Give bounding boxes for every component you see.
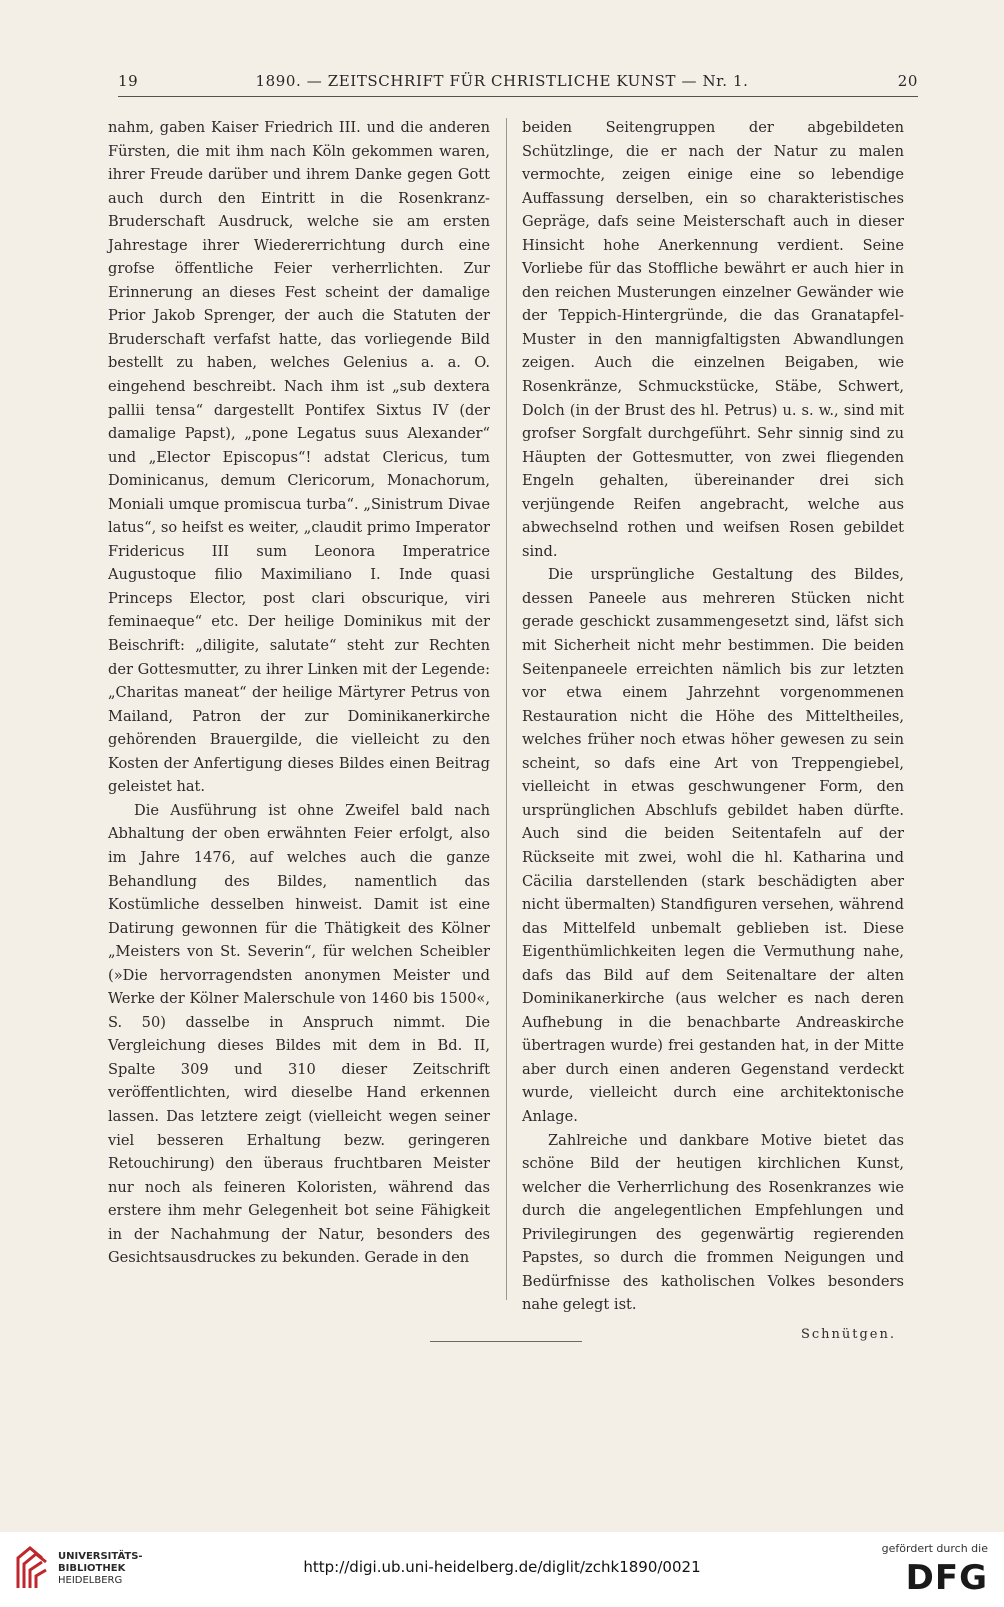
right-paragraph-2: Die ursprüngliche Gestaltung des Bildes, dessen Paneele aus mehreren Stücken nicht gerade geschickt zusammengesetzt sind, läfst sich mit Sicherheit nicht mehr bestimmen. Die beiden Seitenpaneele erreichten nämlich bis zur letzten vor etwa einem Jahrzehnt vorgenommenen Restauration nicht die Höhe des Mitteltheiles, welches früher noch etwas höher gewesen zu sein scheint, so dafs eine Art von Treppengiebel, vielleicht in etwas geschwungener Form, den ursprünglichen Abschlufs gebildet haben dürfte. Auch sind die beiden Seitentafeln auf der Rückseite mit zwei, wohl die hl. Katharina und Cäcilia darstellenden (stark beschädigten aber nicht übermalten) Standfiguren versehen, während das Mittelfeld unbemalt geblieben ist. Diese Eigenthümlichkeiten legen die Vermuthung nahe, dafs das Bild auf dem Seitenaltare der alten Dominikanerkirche (aus welcher es nach deren Aufhebung in die benachbarte Andreaskirche übertragen wurde) frei gestanden hat, in der Mitte aber durch einen anderen Gegenstand verdeckt wurde, vielleicht durch eine architektonische Anlage.	[522, 566, 904, 1125]
right-paragraph-3: Zahlreiche und dankbare Motive bietet das schöne Bild der heutigen kirchlichen Kunst, welcher die Verherrlichung des Rosenkranzes wie durch die angelegentlichen Empfehlungen und Privilegirungen des gegenwärtig regierenden Papstes, so durch die frommen Neigungen und Bedürfnisse des katholischen Volkes besonders nahe gelegt ist.	[522, 1131, 904, 1314]
digitization-footer	[0, 1532, 1004, 1607]
end-rule	[430, 1341, 582, 1342]
author-signature: Schnütgen.	[800, 1326, 896, 1342]
funding-note: gefördert durch die	[881, 1542, 988, 1555]
running-header-title: 1890. — ZEITSCHRIFT FÜR CHRISTLICHE KUNST — Nr. 1.	[255, 72, 749, 90]
right-text-column	[522, 116, 904, 1346]
library-name-line-2: BIBLIOTHEK	[58, 1563, 126, 1574]
header-rule	[118, 96, 918, 97]
permalink-url[interactable]: http://digi.ub.uni-heidelberg.de/diglit/zchk1890/0021	[303, 1558, 701, 1576]
left-paragraph-1: nahm, gaben Kaiser Friedrich III. und die anderen Fürsten, die mit ihm nach Köln gekommen waren, ihrer Freude darüber und ihrem Danke gegen Gott auch durch den Eintritt in die Rosenkranz-Bruderschaft Ausdruck, welche sie am ersten Jahrestage ihrer Wiedererrichtung durch eine grofse öffentliche Feier verherrlichten. Zur Erinnerung an dieses Fest scheint der damalige Prior Jakob Sprenger, der auch die Statuten der Bruderschaft verfafst hatte, das vorliegende Bild bestellt zu haben, welches Gelenius a. a. O. eingehend beschreibt. Nach ihm ist „sub dextera pallii tensa“ dargestellt Pontifex Sixtus IV (der damalige Papst), „pone Legatus suus Alexander“ und „Elector Episcopus“! adstat Clericus, tum Dominicanus, demum Clericorum, Monachorum, Moniali umque promiscua turba“. „Sinistrum Divae latus“, so heifst es weiter, „claudit primo Imperator Fridericus III sum Leonora Imperatrice Augustoque filio Maximiliano I. Inde quasi Princeps Elector, post clari obscurique, viri feminaeque“ etc. Der heilige Dominikus mit der Beischrift: „diligite, salutate“ steht zur Rechten der Gottesmutter, zu ihrer Linken mit der Legende: „Charitas maneat“ der heilige Märtyrer Petrus von Mailand, Patron der zur Dominikanerkirche gehörenden Brauergilde, die vielleicht zu den Kosten der Anfertigung dieses Bildes einen Beitrag geleistet hat.	[108, 119, 490, 796]
right-paragraph-1: beiden Seitengruppen der abgebildeten Schützlinge, die er nach der Natur zu malen vermochte, zeigen einige eine so lebendige Auffassung derselben, ein so charakteristisches Gepräge, dafs seine Meisterschaft auch in dieser Hinsicht hohe Anerkennung verdient. Seine Vorliebe für das Stoffliche bewährt er auch hier in den reichen Musterungen einzelner Gewänder wie der Teppich-Hintergründe, die das Granatapfel-Muster in den mannigfaltigsten Abwandlungen zeigen. Auch die einzelnen Beigaben, wie Rosenkränze, Schmuckstücke, Stäbe, Schwert, Dolch (in der Brust des hl. Petrus) u. s. w., sind mit grofser Sorgfalt durchgeführt. Sehr sinnig sind zu Häupten der Gottesmutter, von zwei fliegenden Engeln gehalten, übereinander drei sich verjüngende Reifen angebracht, welche aus abwechselnd rothen und weifsen Rosen gebildet sind.	[522, 119, 904, 560]
page-number-right: 20	[897, 72, 918, 90]
dfg-logo: DFG	[905, 1558, 988, 1598]
page-number-left: 19	[118, 72, 139, 90]
left-paragraph-2: Die Ausführung ist ohne Zweifel bald nach Abhaltung der oben erwähnten Feier erfolgt, also im Jahre 1476, auf welches auch die ganze Behandlung des Bildes, namentlich das Kostümliche desselben hinweist. Damit ist eine Datirung gewonnen für die Thätigkeit des Kölner „Meisters von St. Severin“, für welchen Scheibler (»Die hervorragendsten anonymen Meister und Werke der Kölner Malerschule von 1460 bis 1500«, S. 50) dasselbe in Anspruch nimmt. Die Vergleichung dieses Bildes mit dem in Bd. II, Spalte 309 und 310 dieser Zeitschrift veröffentlichten, wird dieselbe Hand erkennen lassen. Das letztere zeigt (vielleicht wegen seiner viel besseren Erhaltung bezw. geringeren Retouchirung) den überaus fruchtbaren Meister nur noch als feineren Koloristen, während das erstere ihm mehr Gelegenheit bot seine Fähigkeit in der Nachahmung der Natur, besonders des Gesichtsausdruckes zu bekunden. Gerade in den	[108, 801, 490, 1267]
left-text-column	[108, 116, 490, 1270]
library-name-line-1: UNIVERSITÄTS-	[58, 1551, 143, 1562]
column-divider	[506, 118, 507, 1300]
library-name-line-3: HEIDELBERG	[58, 1575, 123, 1586]
